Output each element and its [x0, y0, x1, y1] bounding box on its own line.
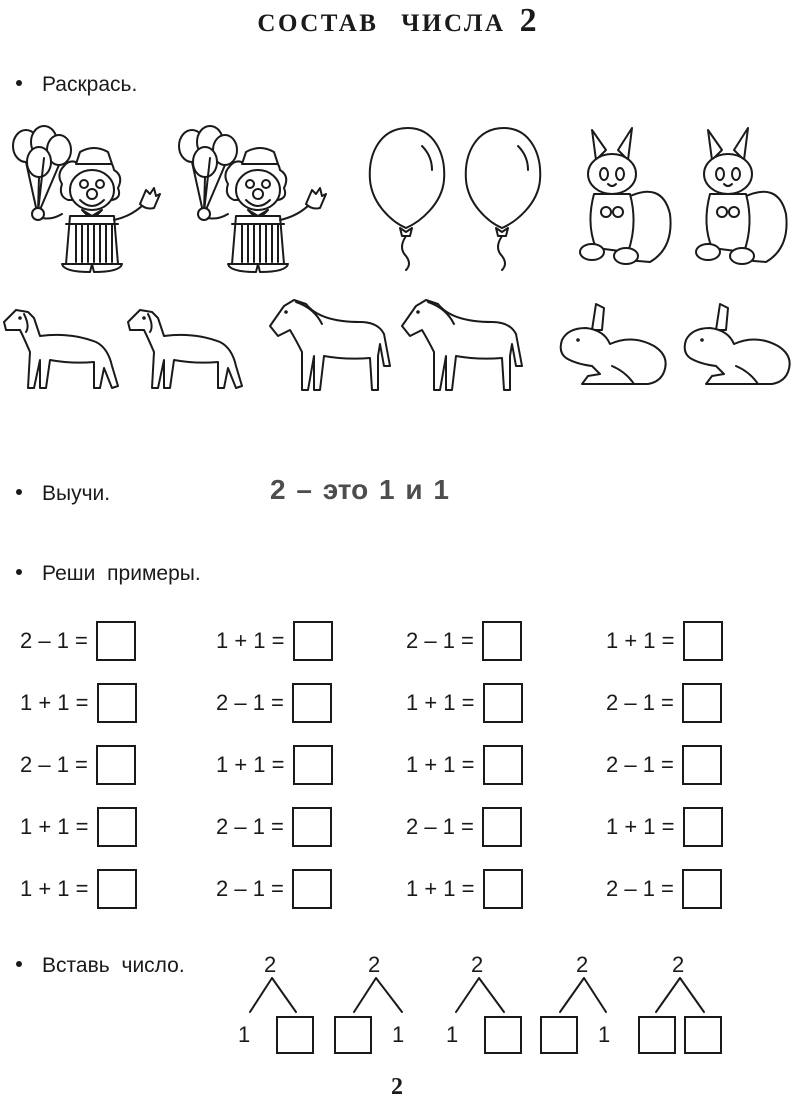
tree-left-box[interactable]	[334, 1016, 372, 1054]
tree-top-number: 2	[264, 952, 277, 977]
example-expression: 1 + 1 =	[606, 814, 675, 840]
task-insert-label: Вставь число.	[42, 954, 185, 977]
example-expression: 1 + 1 =	[20, 876, 89, 902]
task-solve-label: Реши примеры.	[42, 562, 201, 585]
title-number: 2	[519, 2, 537, 39]
learn-fact: 2 – это 1 и 1	[270, 474, 449, 505]
example-expression: 2 – 1 =	[216, 690, 284, 716]
tree-right-box[interactable]	[276, 1016, 314, 1054]
tree-top-number: 2	[471, 952, 484, 977]
title-text: СОСТАВ ЧИСЛА	[257, 10, 506, 37]
example-expression: 2 – 1 =	[606, 690, 674, 716]
example-expression: 1 + 1 =	[216, 752, 285, 778]
tree-right-number: 1	[598, 1022, 611, 1047]
tree-left-box[interactable]	[540, 1016, 578, 1054]
task-color-label: Раскрась.	[42, 73, 138, 96]
task-learn-label: Выучи.	[42, 482, 111, 505]
tree-top-number: 2	[576, 952, 589, 977]
tree-right-box[interactable]	[484, 1016, 522, 1054]
example-expression: 2 – 1 =	[406, 628, 474, 654]
example-expression: 2 – 1 =	[216, 814, 284, 840]
page-number: 2	[391, 1074, 403, 1100]
example-expression: 1 + 1 =	[216, 628, 285, 654]
example-expression: 1 + 1 =	[406, 876, 475, 902]
tree-right-box[interactable]	[684, 1016, 722, 1054]
example-expression: 1 + 1 =	[20, 690, 89, 716]
example-expression: 2 – 1 =	[406, 814, 474, 840]
tree-right-number: 1	[392, 1022, 405, 1047]
example-expression: 2 – 1 =	[20, 752, 88, 778]
example-expression: 2 – 1 =	[606, 876, 674, 902]
example-expression: 1 + 1 =	[606, 628, 675, 654]
tree-branch-lines	[250, 978, 704, 1012]
tree-left-number: 1	[238, 1022, 251, 1047]
example-expression: 1 + 1 =	[406, 690, 475, 716]
tree-top-number: 2	[368, 952, 381, 977]
example-expression: 2 – 1 =	[216, 876, 284, 902]
tree-left-number: 1	[446, 1022, 459, 1047]
example-expression: 2 – 1 =	[20, 628, 88, 654]
tree-left-box[interactable]	[638, 1016, 676, 1054]
example-expression: 1 + 1 =	[20, 814, 89, 840]
tree-top-number: 2	[672, 952, 685, 977]
example-expression: 2 – 1 =	[606, 752, 674, 778]
example-expression: 1 + 1 =	[406, 752, 475, 778]
